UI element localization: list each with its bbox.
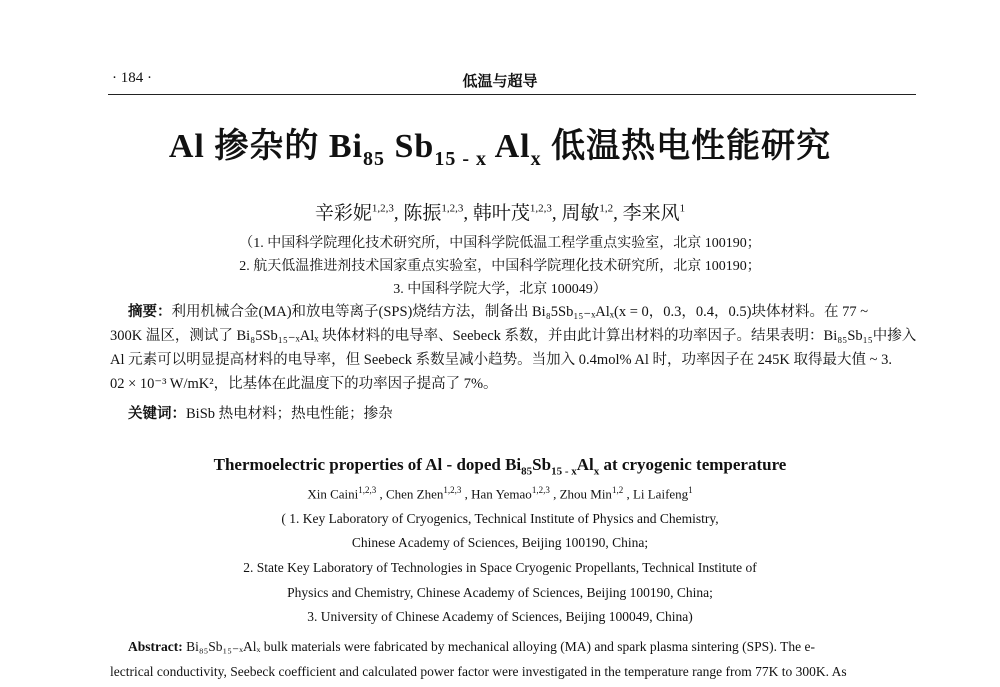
abstract-en-label: Abstract: (128, 639, 183, 654)
author: 韩叶茂 (472, 203, 530, 224)
author: Xin Caini (307, 486, 359, 502)
author: Zhou Min (559, 486, 612, 502)
affiliation-en-1: ( 1. Key Laboratory of Cryogenics, Technical Institute of Physics and Chemistry, (281, 511, 719, 526)
journal-name: 低温与超导 (462, 74, 538, 90)
keywords-label: 关键词： (128, 406, 186, 422)
authors-english: Xin Caini$^{1,2,3}$ , Chen Zhen$^{1,2,3}$ , Han Yemao$^{1,2,3}$ , Zhou Min$^{1,2}$ , Li Laifeng$^1$ (307, 485, 693, 502)
affiliation-en-3: 2. State Key Laboratory of Technologies in Space Cryogenic Propellants, Technical Institute of (243, 560, 757, 575)
affiliation-en-4: Physics and Chemistry, Chinese Academy of Sciences, Beijing 100190, China; (287, 585, 713, 600)
author: Han Yemao (471, 486, 532, 502)
author: Li Laifeng (632, 486, 689, 502)
header-rule (108, 94, 916, 95)
affiliation-cn-2: 2. 航天低温推进剂技术国家重点实验室，中国科学院理化技术研究所，北京 100190； (239, 259, 761, 274)
page-number: · 184 · (112, 70, 152, 86)
abstract-english: Abstract: Bi₈₅Sb₁₅₋ₓAlₓ bulk materials were fabricated by mechanical alloying (MA) and spark plasma sintering (SPS). The e- lectrical conductivity, Seebeck coefficient and calculated power factor were investigated in the temperature range from 77K to 300K. As (110, 639, 847, 679)
affiliation-cn-3: 3. 中国科学院大学，北京 100049） (393, 282, 607, 297)
author: Chen Zhen (385, 486, 444, 502)
author: 李来风 (622, 203, 680, 224)
affiliation-en-2: Chinese Academy of Sciences, Beijing 100190, China; (351, 535, 649, 550)
affiliation-cn-1: （1. 中国科学院理化技术研究所，中国科学院低温工程学重点实验室，北京 100190； (239, 236, 761, 251)
author: 陈振 (403, 203, 442, 224)
abstract-chinese: 摘要：利用机械合金(MA)和放电等离子(SPS)烧结方法，制备出 Bi₈5Sb₁₅₋ₓAlₓ(x = 0，0.3，0.4，0.5)块体材料。在 77 ~ 300K 温区，测试了 Bi₈5Sb₁₅₋ₓAlₓ 块体材料的电导率、Seebeck 系数，并由此计算出材料的功率因子。结果表明：Bi₈₅Sb₁₅中掺入 Al 元素可以明显提高材料的电导率，但 Seebeck 系数呈减小趋势。当加入 0.4mol% Al 时，功率因子在 245K 取得最大值 ~ 3. 02 × 10⁻³ W/mK²，比基体在此温度下的功率因子提高了 7%。 (110, 304, 917, 392)
title-chinese: Al 掺杂的 $Bi_{85}$ $Sb_{15 - x}$ $Al_x$ 低温热电性能研究 (168, 128, 832, 170)
author: 周敏 (561, 203, 600, 224)
author: 辛彩妮 (314, 203, 372, 224)
abstract-label: 摘要： (128, 304, 172, 320)
affiliation-en-5: 3. University of Chinese Academy of Sciences, Beijing 100049, China) (307, 609, 693, 624)
authors-chinese: 辛彩妮$^{1,2,3}$, 陈振$^{1,2,3}$, 韩叶茂$^{1,2,3}$, 周敏$^{1,2}$, 李来风$^1$ (314, 202, 686, 224)
title-english: Thermoelectric properties of Al - doped $Bi_{85}Sb_{15 - x}Al_x$ at cryogenic temperature (213, 455, 787, 478)
keywords-chinese: 关键词：BiSb 热电材料；热电性能；掺杂 (128, 406, 393, 422)
